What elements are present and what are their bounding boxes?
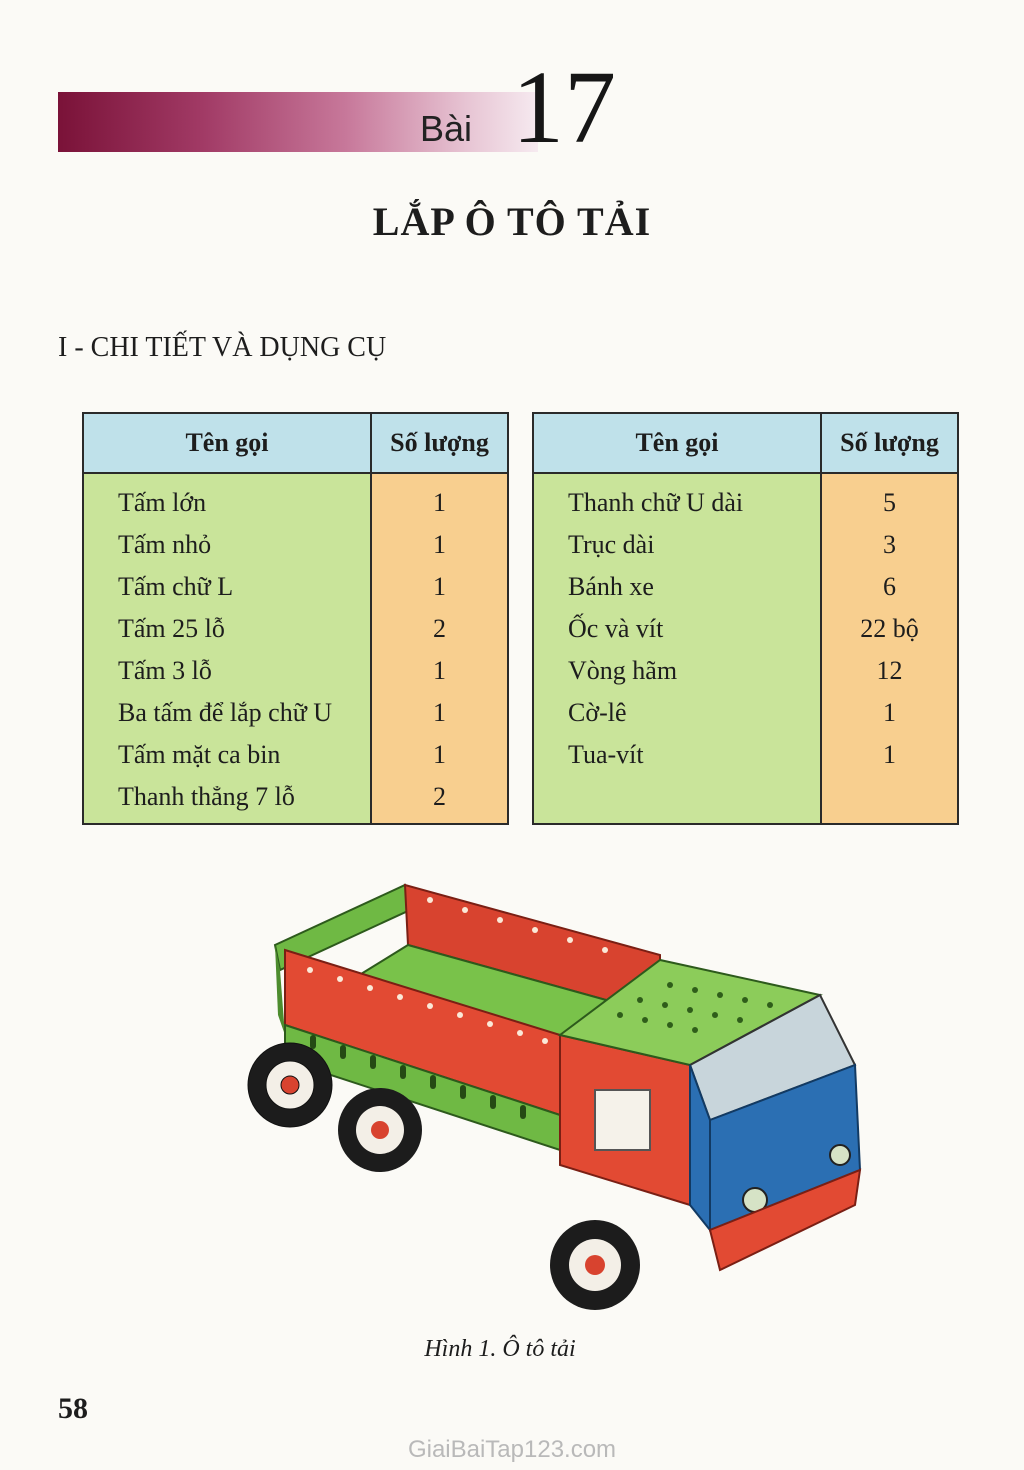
cell-name: Thanh chữ U dài: [568, 488, 744, 517]
cell-qty: 1: [433, 572, 446, 601]
cell-qty: 2: [433, 614, 446, 643]
cell-qty: 1: [883, 698, 896, 727]
parts-table-left: [82, 412, 509, 825]
cell-qty: 5: [883, 488, 896, 517]
watermark: GiaiBaiTap123.com: [407, 1436, 617, 1463]
header-qty: Số lượng: [840, 428, 939, 457]
cell-qty: 1: [433, 488, 446, 517]
cell-qty: 3: [883, 530, 896, 559]
lesson-number: 17: [512, 50, 616, 165]
cell-name: Trục dài: [568, 530, 655, 559]
cell-qty: 12: [876, 656, 903, 685]
cell-name: Ốc và vít: [568, 614, 664, 643]
table-header: [534, 414, 957, 474]
table-header: [84, 414, 507, 474]
name-column: [534, 474, 822, 823]
lesson-word: Bài: [420, 108, 473, 149]
header-name: Tên gọi: [84, 414, 372, 472]
cell-name: Tấm nhỏ: [118, 530, 212, 559]
figure-caption: Hình 1. Ô tô tải: [424, 1336, 576, 1362]
header-name: Tên gọi: [534, 414, 822, 472]
header-qty: Số lượng: [390, 428, 489, 457]
cell-name: Vòng hãm: [568, 656, 678, 685]
section-heading: I - CHI TIẾT VÀ DỤNG CỤ: [58, 332, 387, 363]
cell-name: Tua-vít: [568, 740, 644, 769]
cell-name: Ba tấm để lắp chữ U: [118, 698, 333, 727]
cell-name: Tấm lớn: [118, 488, 207, 517]
page-title: LẮP Ô TÔ TẢI: [372, 199, 652, 244]
qty-column: [372, 474, 507, 823]
qty-column: [822, 474, 957, 823]
cell-qty: 2: [433, 782, 446, 811]
cell-name: Tấm 25 lỗ: [118, 614, 225, 643]
cell-name: Tấm 3 lỗ: [118, 656, 212, 685]
cell-name: Cờ-lê: [568, 698, 627, 727]
cell-qty: 6: [883, 572, 896, 601]
cell-name: Thanh thẳng 7 lỗ: [118, 782, 295, 811]
page-number: 58: [58, 1392, 88, 1425]
truck-figure: [240, 875, 870, 1330]
cell-qty: 1: [433, 698, 446, 727]
cell-qty: 22 bộ: [860, 614, 919, 643]
rear-wheel: [248, 1043, 332, 1127]
cell-name: Bánh xe: [568, 572, 654, 601]
cell-name: Tấm chữ L: [118, 572, 234, 601]
cell-qty: 1: [433, 530, 446, 559]
cell-name: Tấm mặt ca bin: [118, 740, 281, 769]
name-column: [84, 474, 372, 823]
cell-qty: 1: [433, 740, 446, 769]
parts-table-right: [532, 412, 959, 825]
cell-qty: 1: [433, 656, 446, 685]
cell-qty: 1: [883, 740, 896, 769]
